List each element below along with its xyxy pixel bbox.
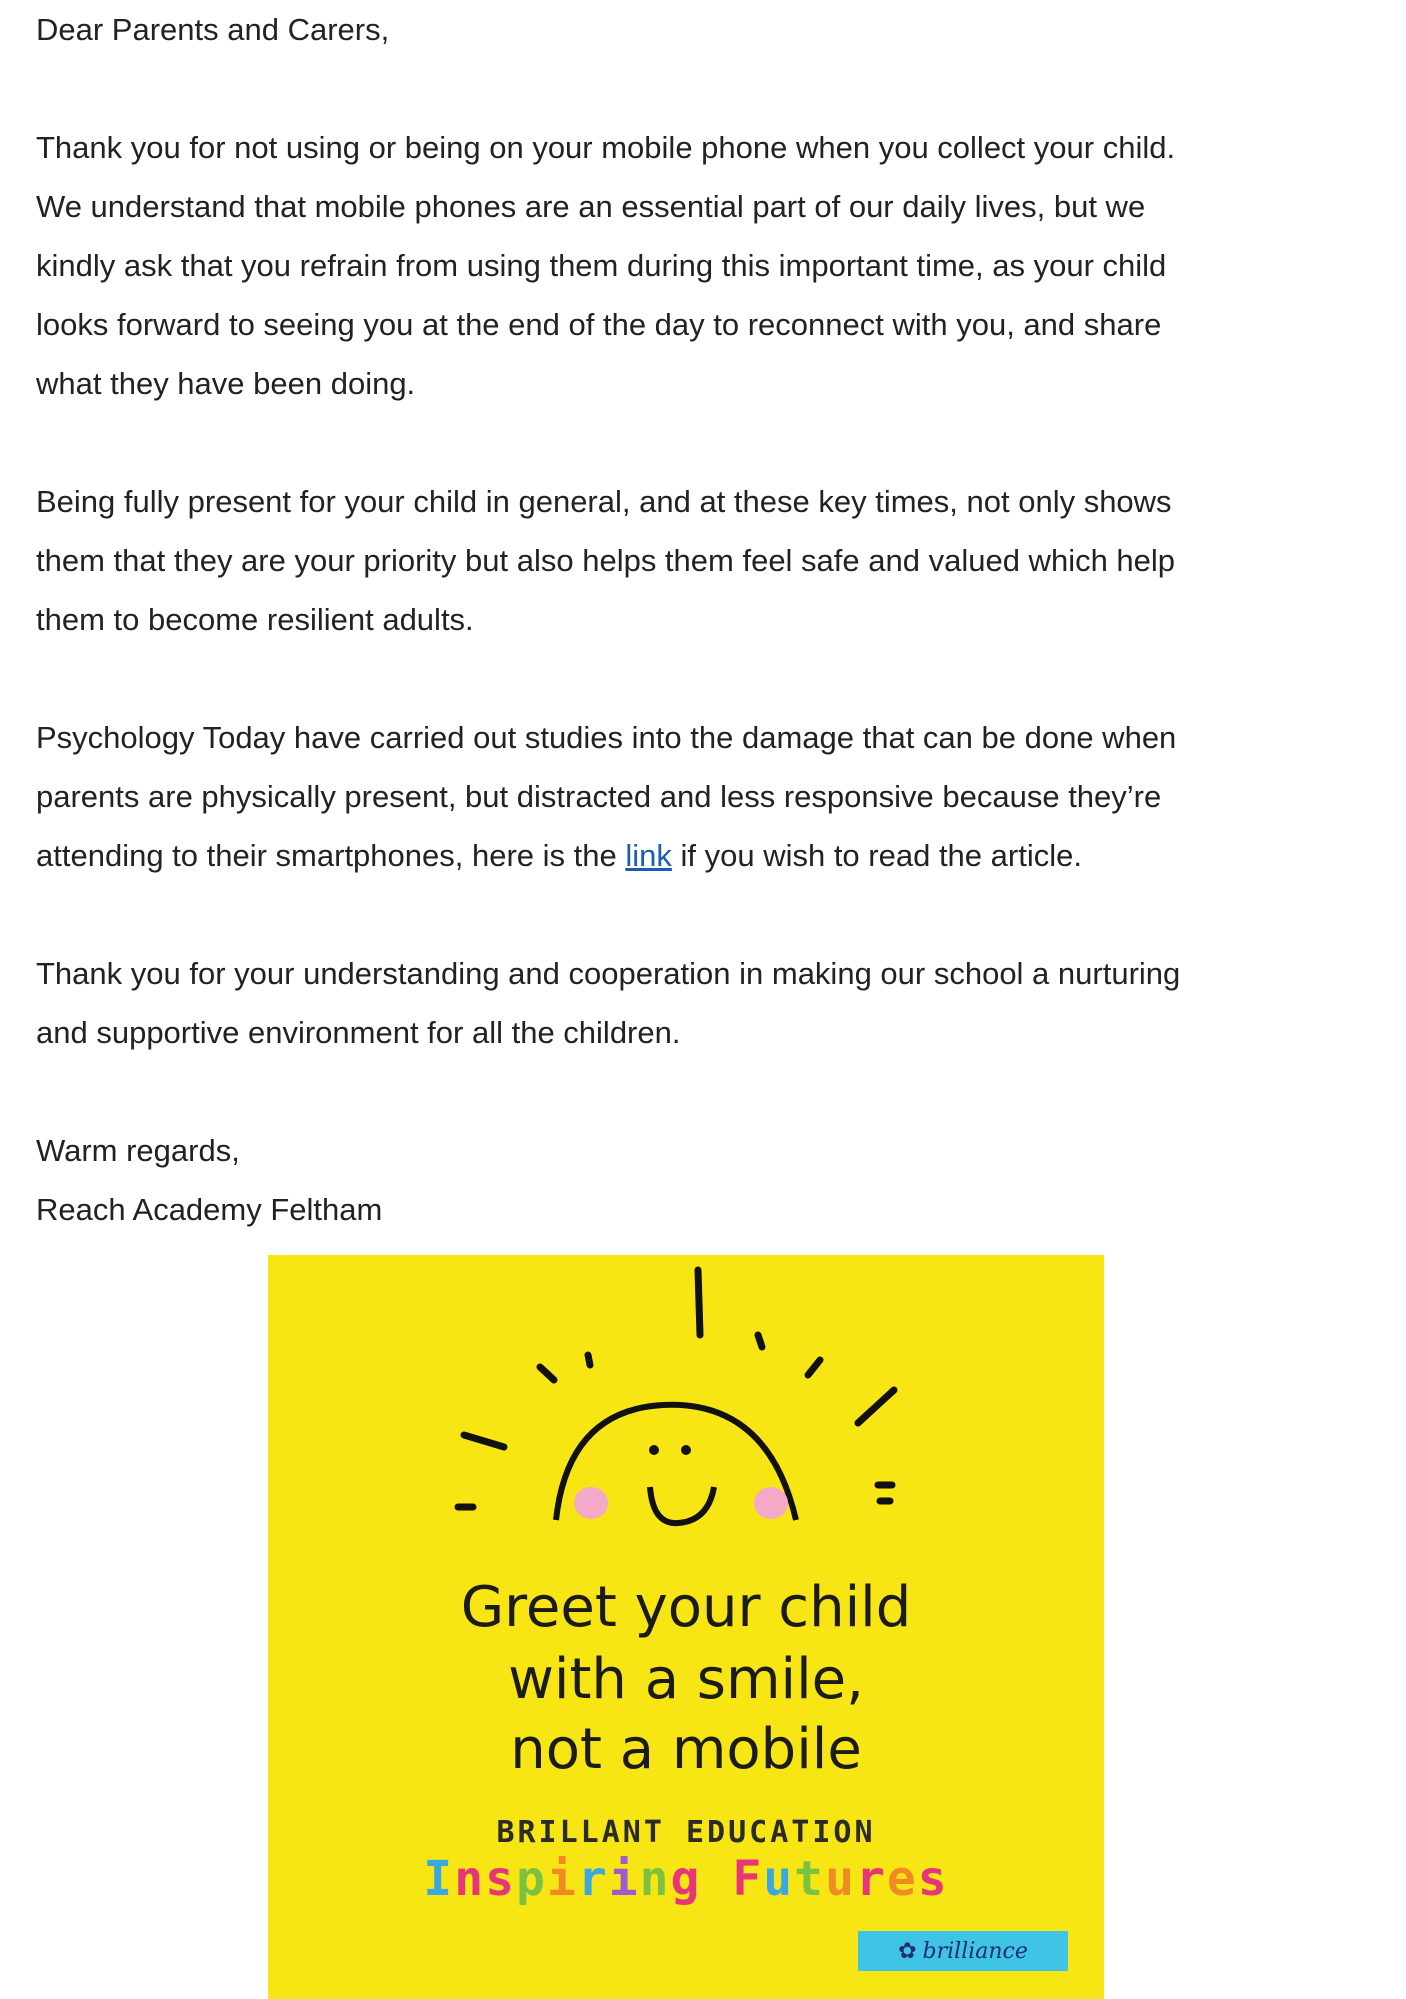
poster-slogan-line: with a smile, [508,1647,864,1712]
paragraph-3-text-after-link: if you wish to read the article. [671,838,1082,873]
inspire-letter: i [546,1851,578,1907]
inspire-letter: F [732,1851,764,1907]
signature: Reach Academy Feltham [36,1192,383,1227]
left-cheek-icon [574,1487,608,1519]
paragraph-3-line: Psychology Today have carried out studies into the damage that can be done when [36,720,1177,755]
paragraph-1-line: We understand that mobile phones are an essential part of our daily lives, but we [36,189,1146,224]
poster-slogan-line: not a mobile [510,1717,862,1782]
paragraph-2-line: them that they are your priority but also helps them feel safe and valued which help [36,543,1176,578]
inspire-letter [701,1851,732,1907]
inspire-letter: e [886,1851,918,1907]
inspire-letter: s [917,1851,949,1907]
sun-smile-illustration [268,1255,1104,1575]
inspire-letter: I [423,1851,455,1907]
smile-poster [268,1255,1104,1999]
inspire-letter: t [794,1851,826,1907]
inspire-letter: u [763,1851,795,1907]
inspire-letter: u [825,1851,856,1907]
inspire-letter: r [855,1851,887,1907]
paragraph-2 [36,472,1326,649]
inspire-letter: n [639,1851,671,1907]
right-eye-icon [681,1445,691,1455]
paragraph-1 [36,118,1326,413]
paragraph-2-line: Being fully present for your child in general, and at these key times, not only shows [36,484,1172,519]
letter-body [36,0,1326,1239]
brilliance-badge-logo [858,1931,1068,1971]
paragraph-1-line: kindly ask that you refrain from using them during this important time, as your child [36,248,1167,283]
paragraph-4-line: and supportive environment for all the children. [36,1015,681,1050]
inspire-letter: p [516,1851,547,1907]
paragraph-4 [36,944,1326,1062]
inspire-letter: i [608,1851,640,1907]
article-link[interactable]: link [625,838,672,873]
paragraph-1-line: looks forward to seeing you at the end of the day to reconnect with you, and share [36,307,1162,342]
poster-inspiring-futures [268,1851,1104,1907]
left-eye-icon [649,1445,659,1455]
inspire-letter: r [577,1851,609,1907]
inspire-letter: s [485,1851,517,1907]
smile-mouth-icon [650,1487,714,1523]
paragraph-3-line: parents are physically present, but distracted and less responsive because they’re [36,779,1162,814]
inspire-letter: g [670,1851,702,1907]
right-cheek-icon [754,1487,788,1519]
badge-text: brilliance [922,1938,1028,1964]
paragraph-2-line: them to become resilient adults. [36,602,474,637]
badge-flower-icon: ✿ [898,1938,917,1964]
sun-rays-icon [458,1270,894,1507]
paragraph-3 [36,708,1326,885]
poster-slogan-line: Greet your child [460,1575,912,1640]
salutation: Dear Parents and Carers, [36,12,390,47]
paragraph-4-line: Thank you for your understanding and cooperation in making our school a nurturing [36,956,1181,991]
paragraph-1-line: Thank you for not using or being on your mobile phone when you collect your child. [36,130,1176,165]
paragraph-3-text-before-link: attending to their smartphones, here is the [36,838,626,873]
inspire-letter: n [454,1851,486,1907]
closing: Warm regards, [36,1133,240,1168]
paragraph-1-line: what they have been doing. [36,366,416,401]
poster-tagline: BRILLANT EDUCATION [496,1815,876,1850]
paragraph-3-line-with-link [36,826,1326,885]
